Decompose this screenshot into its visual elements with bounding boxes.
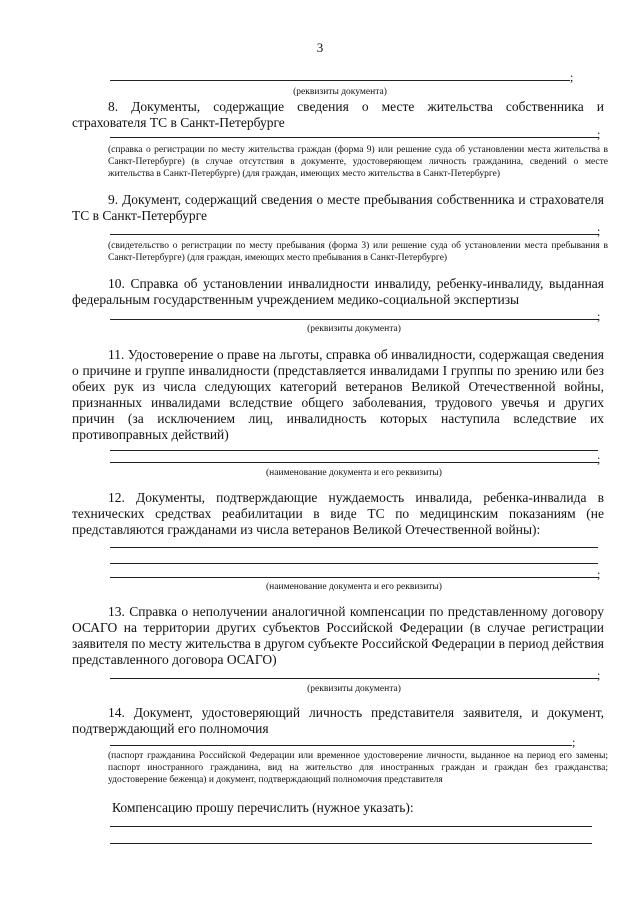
item-14-text: 14. Документ, удостоверяющий личность представителя заявителя, и документ, подтверждающий его полномочия — [72, 705, 604, 736]
item-9-text: 9. Документ, содержащий сведения о месте пребывания собственника и страхователя ТС в Санкт-Петербурге — [72, 192, 604, 223]
item-12-fill-line[interactable] — [110, 577, 598, 578]
compensation-fill-line[interactable] — [110, 843, 592, 844]
compensation-fill-line[interactable] — [110, 826, 592, 827]
semicolon: ; — [597, 127, 601, 141]
item-13-fill-line[interactable] — [110, 678, 598, 679]
item-9-note: (свидетельство о регистрации по месту пребывания (форма 3) или решение суда об установлении места пребывания в Санкт-Петербурге) (для граждан, имеющих место пребывания в Санкт-Петербурге) — [108, 241, 608, 263]
caption-requisites: (реквизиты документа) — [307, 324, 401, 334]
semicolon: ; — [597, 452, 601, 466]
fill-line[interactable] — [110, 80, 570, 81]
semicolon: ; — [597, 224, 601, 238]
semicolon: ; — [570, 70, 574, 84]
semicolon: ; — [597, 668, 601, 682]
caption-requisites: (реквизиты документа) — [293, 87, 387, 97]
item-13-text: 13. Справка о неполучении аналогичной компенсации по представленному договору ОСАГО на территории других субъектов Российской Федерации (в случае регистрации заявителя по месту жительства в другом субъекте Российской Федерации в период действия представленного договора ОСАГО) — [72, 604, 604, 667]
item-12-fill-line[interactable] — [110, 547, 598, 548]
item-11-fill-line[interactable] — [110, 450, 598, 451]
semicolon: ; — [597, 567, 601, 581]
semicolon: ; — [597, 309, 601, 323]
caption-requisites: (реквизиты документа) — [307, 684, 401, 694]
page-number: 3 — [316, 40, 324, 55]
compensation-text: Компенсацию прошу перечислить (нужное указать): — [112, 800, 414, 815]
item-9-fill-line[interactable] — [110, 234, 598, 235]
item-10-text: 10. Справка об установлении инвалидности инвалиду, ребенку-инвалиду, выданная федеральным государственным учреждением медико-социальной экспертизы — [72, 276, 604, 307]
item-12-fill-line[interactable] — [110, 563, 598, 564]
item-11-text: 11. Удостоверение о праве на льготы, справка об инвалидности, содержащая сведения о причине и группе инвалидности (представляется инвалидами I группы по зрению или без обеих рук из числа следующих категорий ветеранов Великой Отечественной войны, признанных инвалидами вследствие общего заболевания, трудового увечья и других причин (за исключением лиц, инвалидность которых наступила вследствие их противоправных действий) — [72, 347, 604, 442]
item-14-fill-line[interactable] — [110, 745, 572, 746]
item-8-note: (справка о регистрации по месту жительства граждан (форма 9) или решение суда об установлении места жительства в Санкт-Петербурге) (в случае отсутствия в документе, удостоверяющем личность гражданина, сведений о месте жительства в Санкт-Петербурге) (для граждан, имеющих место жительства в Санкт-Петербурге) — [108, 145, 608, 179]
item-10-fill-line[interactable] — [110, 319, 598, 320]
item-8-text: 8. Документы, содержащие сведения о месте жительства собственника и страхователя ТС в Санкт-Петербурге — [72, 99, 604, 130]
item-8-fill-line[interactable] — [110, 137, 598, 138]
caption-name-requisites: (наименование документа и его реквизиты) — [266, 468, 442, 478]
semicolon: ; — [572, 735, 576, 749]
caption-name-requisites: (наименование документа и его реквизиты) — [266, 582, 442, 592]
item-12-text: 12. Документы, подтверждающие нуждаемость инвалида, ребенка-инвалида в технических средствах реабилитации в виде ТС по медицинским показаниям (не представляются гражданами из числа ветеранов Великой Отечественной войны): — [72, 490, 604, 537]
item-11-fill-line[interactable] — [110, 462, 598, 463]
item-14-note: (паспорт гражданина Российской Федерации или временное удостоверение личности, выданное на период его замены; паспорт иностранного гражданина, вид на жительство для иностранных граждан и граждан без гражданства; удостоверение беженца) и документ, подтверждающий полномочия представителя — [108, 751, 608, 785]
